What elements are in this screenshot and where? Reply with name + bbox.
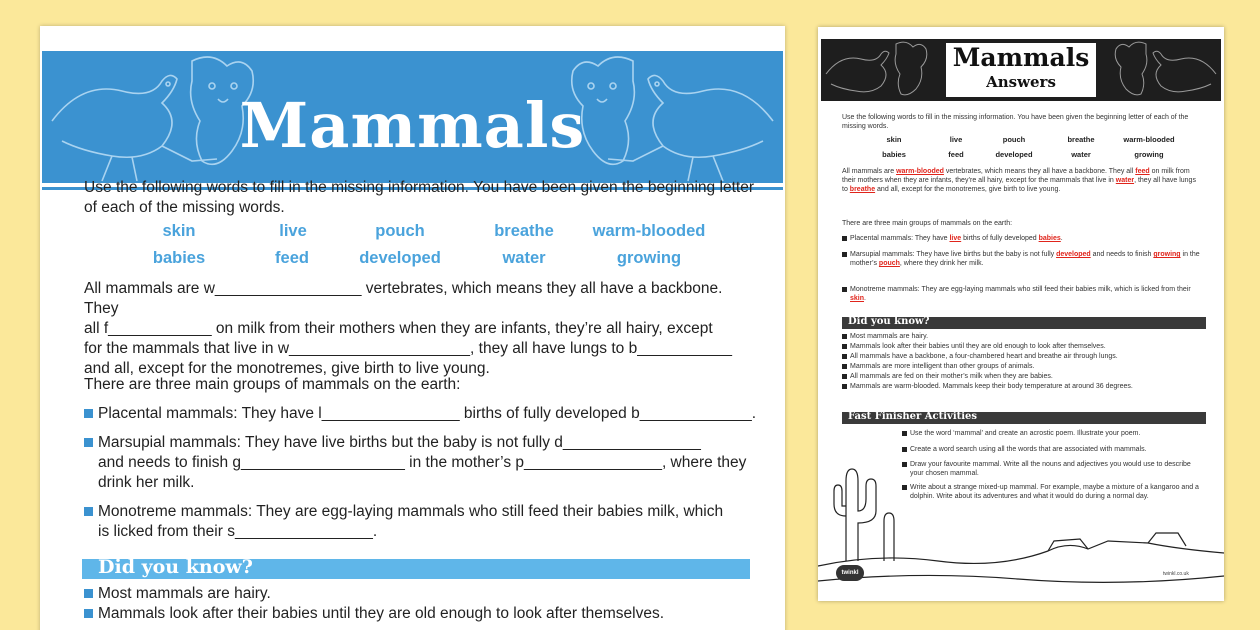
fill-in-paragraph bbox=[84, 279, 754, 379]
answer-word: feed bbox=[1135, 168, 1150, 175]
word-bank-item: babies bbox=[882, 150, 906, 159]
activity-text: Write about a strange mixed-up mammal. For example, maybe a mixture of a kangaroo and a dolphin. Write about its adventures and what it would do during a normal day. bbox=[910, 484, 1199, 500]
bullet-square-icon bbox=[842, 252, 847, 257]
text: . bbox=[1060, 235, 1063, 242]
text: . bbox=[864, 295, 866, 302]
did-you-know-header bbox=[82, 556, 750, 579]
answers-fact-bullet bbox=[842, 352, 1204, 361]
answers-groups-intro: There are three main groups of mammals on the earth: bbox=[842, 220, 1013, 227]
word-bank-item: pouch bbox=[375, 222, 425, 240]
fact-text: All mammals are fed on their mother’s milk when they are babies. bbox=[850, 373, 1053, 380]
answer-word: live bbox=[949, 235, 962, 242]
fact-text: Mammals are warm-blooded. Mammals keep their body temperature at around 36 degrees. bbox=[850, 383, 1133, 390]
bullet-text: and needs to finish g___________________ in the mother’s p________________, where they bbox=[98, 454, 747, 471]
text: and all, except for the monotremes, give birth to live young. bbox=[875, 186, 1061, 193]
text: and needs to finish bbox=[1090, 251, 1154, 258]
bullet-text: drink her milk. bbox=[98, 474, 195, 491]
bullet-square-icon bbox=[84, 438, 93, 447]
bullet-text bbox=[842, 234, 1204, 243]
word-bank-item: pouch bbox=[1002, 135, 1026, 144]
word-bank-item: skin bbox=[162, 222, 196, 240]
answers-fact-bullet bbox=[842, 332, 1204, 341]
answers-banner bbox=[821, 39, 1221, 101]
answers-paragraph bbox=[842, 167, 1202, 194]
twinkl-logo: twinkl bbox=[836, 565, 864, 581]
fact-text: Most mammals are hairy. bbox=[850, 333, 929, 340]
bullet-square-icon bbox=[842, 344, 847, 349]
paragraph-line: for the mammals that live in w_____________________, they all have lungs to b___________ bbox=[84, 340, 733, 357]
text: All mammals are bbox=[842, 168, 897, 175]
paragraph-line: all f____________ on milk from their mothers when they are infants, they’re all hairy, except bbox=[84, 320, 713, 337]
word-bank-item: live bbox=[949, 135, 963, 144]
bullet-square-icon bbox=[842, 236, 847, 241]
instructions-text: Use the following words to fill in the missing information. You have been given the beginning letter of each of the missing words. bbox=[84, 179, 754, 216]
answers-marsupial-bullet bbox=[842, 250, 1204, 268]
word-bank-item: feed bbox=[275, 249, 309, 267]
answers-did-you-know-header bbox=[842, 317, 1206, 329]
placental-bullet bbox=[84, 404, 764, 424]
answers-fact-bullet bbox=[842, 362, 1204, 371]
bullet-text bbox=[842, 285, 1204, 303]
main-worksheet bbox=[40, 26, 785, 630]
bullet-square-icon bbox=[84, 609, 93, 618]
word-bank-item: water bbox=[1071, 150, 1091, 159]
word-bank-item: skin bbox=[886, 135, 902, 144]
bullet-square-icon bbox=[842, 334, 847, 339]
word-bank-item: feed bbox=[948, 150, 964, 159]
word-bank-item: babies bbox=[152, 249, 206, 267]
bullet-text: Monotreme mammals: They are egg-laying mammals who still feed their babies milk, which bbox=[98, 503, 724, 520]
answers-worksheet bbox=[818, 27, 1224, 601]
bullet-square-icon bbox=[842, 287, 847, 292]
word-bank-item: growing bbox=[1134, 150, 1164, 159]
activity-text: Use the word ‘mammal’ and create an acrostic poem. Illustrate your poem. bbox=[910, 430, 1141, 437]
answer-word: babies bbox=[1038, 235, 1061, 242]
answers-instructions: Use the following words to fill in the missing information. You have been given the beginning letter of each of the missing words. bbox=[842, 114, 1189, 130]
word-bank-item: breathe bbox=[494, 222, 554, 240]
marsupial-bullet bbox=[84, 433, 764, 493]
worksheet-title: Mammals bbox=[239, 89, 586, 162]
fact-text: Mammals look after their babies until they are old enough to look after themselves. bbox=[850, 343, 1106, 350]
section-heading: Did you know? bbox=[848, 316, 930, 327]
answers-fact-bullet bbox=[842, 342, 1204, 351]
answers-title: Mammals bbox=[952, 43, 1090, 72]
answers-monotreme-bullet bbox=[842, 285, 1204, 303]
bullet-square-icon bbox=[842, 354, 847, 359]
bullet-square-icon bbox=[842, 364, 847, 369]
word-bank-item: live bbox=[279, 222, 307, 240]
section-heading: Did you know? bbox=[98, 556, 253, 578]
word-bank-item: warm-blooded bbox=[1123, 135, 1175, 144]
text: Marsupial mammals: They have live births but the baby is not fully bbox=[850, 251, 1057, 258]
fact-bullet bbox=[84, 604, 764, 624]
bullet-square-icon bbox=[842, 384, 847, 389]
bullet-text bbox=[842, 250, 1204, 268]
answers-placental-bullet bbox=[842, 234, 1204, 243]
text: Placental mammals: They have bbox=[850, 235, 950, 242]
text: , where they drink her milk. bbox=[899, 260, 984, 267]
bullet-square-icon bbox=[84, 589, 93, 598]
word-bank-item: developed bbox=[995, 150, 1033, 159]
word-bank-item: water bbox=[502, 249, 546, 267]
footer-url: twinkl.co.uk bbox=[1163, 571, 1189, 577]
text: in the mother’s bbox=[850, 251, 1200, 267]
answers-title-box bbox=[946, 43, 1096, 97]
section-heading: Fast Finisher Activities bbox=[848, 411, 978, 422]
bullet-text: Marsupial mammals: They have live births but the baby is not fully d________________ bbox=[98, 434, 701, 451]
bullet-square-icon bbox=[842, 374, 847, 379]
bullet-square-icon bbox=[84, 409, 93, 418]
word-bank-item: warm-blooded bbox=[592, 222, 706, 240]
answers-fact-bullet bbox=[842, 372, 1204, 381]
answer-word: skin bbox=[850, 295, 865, 302]
activity-text: Create a word search using all the words that are associated with mammals. bbox=[910, 446, 1147, 453]
word-bank-item: developed bbox=[359, 249, 441, 267]
bullet-text: is licked from their s________________. bbox=[98, 523, 378, 540]
answer-word: pouch bbox=[878, 260, 900, 267]
word-bank-item: breathe bbox=[1067, 135, 1095, 144]
answer-word: warm-blooded bbox=[896, 168, 944, 175]
bullet-text: Placental mammals: They have l________________ births of fully developed b_____________. bbox=[98, 405, 757, 422]
fact-text: Mammals look after their babies until they are old enough to look after themselves. bbox=[98, 605, 665, 622]
text: , they all have lungs to bbox=[842, 177, 1196, 193]
fact-text: Most mammals are hairy. bbox=[98, 585, 271, 602]
answer-word: growing bbox=[1153, 251, 1181, 258]
monotreme-bullet bbox=[84, 502, 764, 542]
fact-text: Mammals are more intelligent than other groups of animals. bbox=[850, 363, 1035, 370]
answers-fact-bullet bbox=[842, 382, 1204, 391]
bullet-square-icon bbox=[84, 507, 93, 516]
fact-text: All mammals have a backbone, a four-chambered heart and breathe air through lungs. bbox=[850, 353, 1118, 360]
answer-word: breathe bbox=[849, 186, 876, 193]
word-bank-item: growing bbox=[616, 249, 682, 267]
answer-word: developed bbox=[1056, 251, 1091, 258]
paragraph-line: All mammals are w_________________ vertebrates, which means they all have a backbone. They bbox=[84, 280, 723, 317]
text: births of fully developed bbox=[961, 235, 1039, 242]
answer-word: water bbox=[1115, 177, 1135, 184]
title-banner bbox=[42, 51, 783, 183]
text: Monotreme mammals: They are egg-laying mammals who still feed their babies milk, which is licked from their bbox=[850, 286, 1191, 293]
text: on milk from their mothers when they are infants, they’re all hairy, except for the mammals that live in bbox=[842, 168, 1190, 184]
groups-intro: There are three main groups of mammals on the earth: bbox=[84, 376, 461, 393]
paragraph-line: and all, except for the monotremes, give birth to live young. bbox=[84, 360, 490, 377]
fact-bullet bbox=[84, 584, 764, 604]
text: vertebrates, which means they all have a backbone. They all bbox=[943, 168, 1136, 175]
activity-text: Draw your favourite mammal. Write all the nouns and adjectives you would use to describe your chosen mammal. bbox=[910, 461, 1191, 477]
answers-subtitle: Answers bbox=[986, 73, 1056, 91]
